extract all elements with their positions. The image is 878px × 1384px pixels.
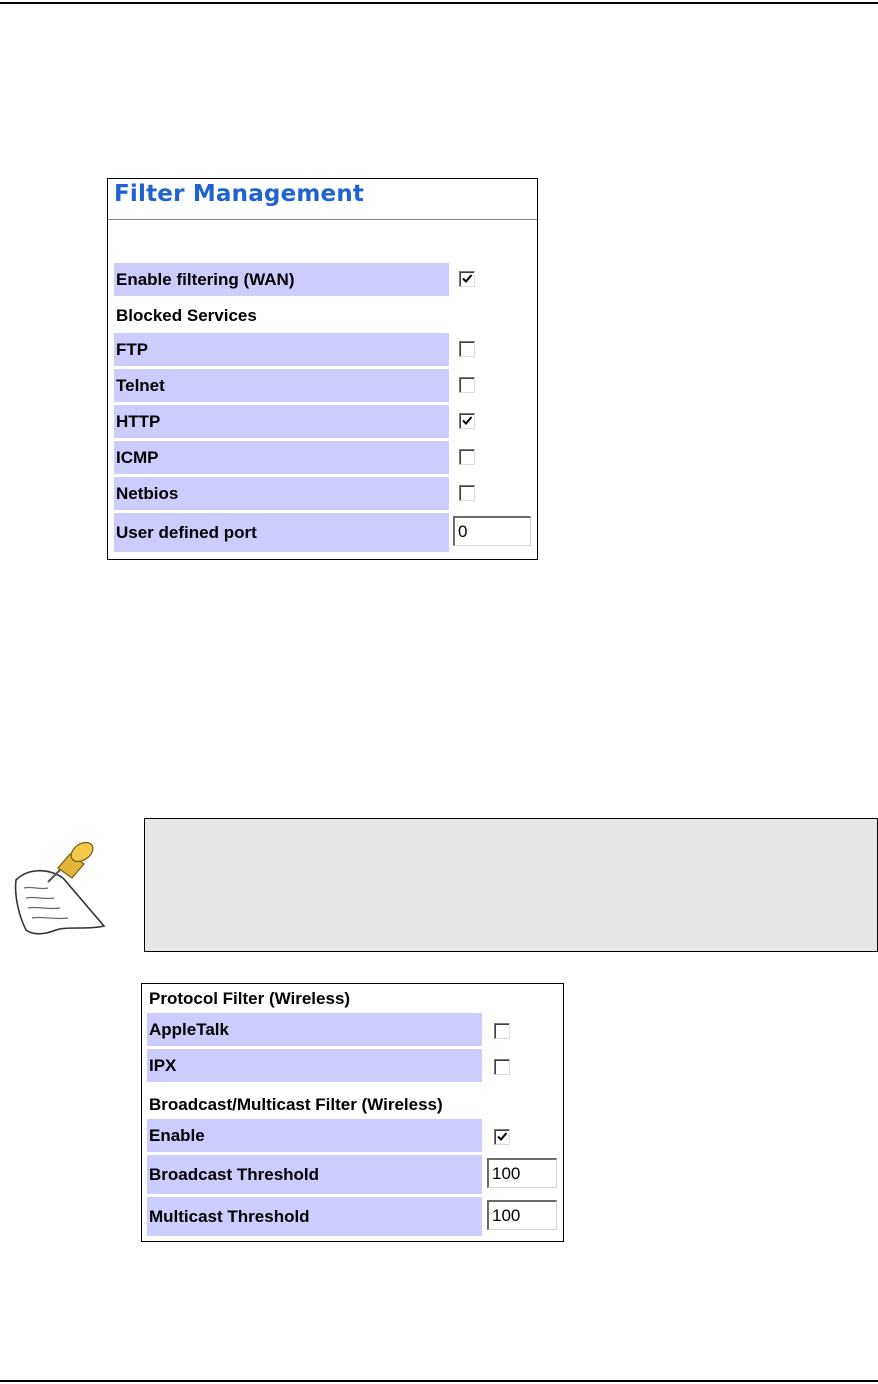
checkmark-icon bbox=[461, 415, 473, 427]
appletalk-checkbox[interactable] bbox=[494, 1023, 510, 1039]
broadcast-enable-row bbox=[147, 1119, 559, 1152]
broadcast-threshold-row bbox=[147, 1155, 559, 1194]
multicast-threshold-label: Multicast Threshold bbox=[147, 1197, 482, 1236]
protocol-filter-heading: Protocol Filter (Wireless) bbox=[149, 989, 351, 1008]
broadcast-threshold-input[interactable]: 100 bbox=[487, 1158, 557, 1188]
icmp-checkbox[interactable] bbox=[459, 449, 475, 465]
protocol-label: IPX bbox=[147, 1049, 482, 1082]
netbios-checkbox[interactable] bbox=[459, 485, 475, 501]
user-defined-port-label: User defined port bbox=[114, 513, 449, 552]
checkmark-icon bbox=[496, 1131, 508, 1143]
broadcast-threshold-label: Broadcast Threshold bbox=[147, 1155, 482, 1194]
enable-filtering-label: Enable filtering (WAN) bbox=[114, 263, 449, 296]
service-row-ftp bbox=[114, 333, 534, 366]
checkmark-icon bbox=[461, 273, 473, 285]
broadcast-multicast-heading: Broadcast/Multicast Filter (Wireless) bbox=[149, 1095, 443, 1114]
broadcast-enable-checkbox[interactable] bbox=[494, 1129, 510, 1145]
protocol-row-appletalk bbox=[147, 1013, 559, 1046]
wireless-filters-panel bbox=[141, 983, 564, 1242]
service-row-telnet bbox=[114, 369, 534, 402]
multicast-threshold-input[interactable]: 100 bbox=[487, 1200, 557, 1230]
pushpin-note-icon bbox=[8, 838, 108, 936]
enable-filtering-row bbox=[114, 263, 534, 296]
service-row-netbios bbox=[114, 477, 534, 510]
user-defined-port-row bbox=[114, 513, 534, 552]
blocked-services-heading: Blocked Services bbox=[116, 306, 257, 325]
telnet-checkbox[interactable] bbox=[459, 377, 475, 393]
broadcast-enable-label: Enable bbox=[147, 1119, 482, 1152]
title-divider bbox=[108, 219, 537, 220]
protocol-label: AppleTalk bbox=[147, 1013, 482, 1046]
enable-filtering-checkbox[interactable] bbox=[459, 271, 475, 287]
header-rule bbox=[0, 2, 878, 4]
service-label: ICMP bbox=[114, 441, 449, 474]
http-checkbox[interactable] bbox=[459, 413, 475, 429]
service-label: FTP bbox=[114, 333, 449, 366]
ipx-checkbox[interactable] bbox=[494, 1059, 510, 1075]
protocol-row-ipx bbox=[147, 1049, 559, 1082]
user-defined-port-input[interactable]: 0 bbox=[453, 516, 531, 546]
note-box bbox=[144, 818, 878, 952]
panel-title: Filter Management bbox=[114, 181, 365, 207]
service-row-http bbox=[114, 405, 534, 438]
ftp-checkbox[interactable] bbox=[459, 341, 475, 357]
service-row-icmp bbox=[114, 441, 534, 474]
filter-management-panel bbox=[107, 178, 538, 560]
footer-rule bbox=[0, 1380, 878, 1382]
service-label: Telnet bbox=[114, 369, 449, 402]
service-label: HTTP bbox=[114, 405, 449, 438]
multicast-threshold-row bbox=[147, 1197, 559, 1236]
service-label: Netbios bbox=[114, 477, 449, 510]
